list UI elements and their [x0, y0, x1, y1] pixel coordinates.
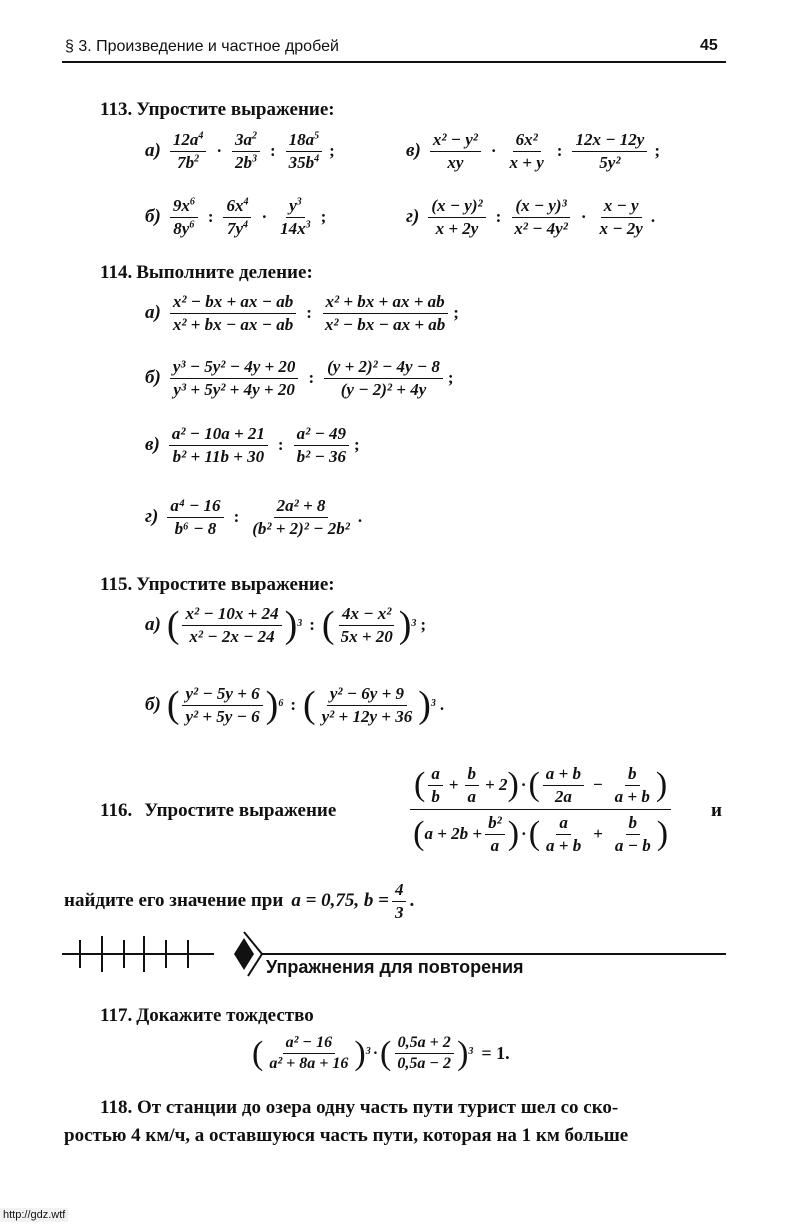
task-115-b: б) ( $\frac{\text{y² − 5y + 6}}{\text{y² + 5y − 6}}$ ) 6 : ( $\frac{\text{y² − 6y + 9}}{\text{y² + 12y + 36}}$ ) 3 . [145, 684, 445, 727]
task-number: 113. [100, 99, 133, 120]
header-rule [62, 61, 726, 63]
task-116-heading: 116. Упростите выражение [100, 800, 337, 821]
task-117-heading: 117. Докажите тождество [100, 1005, 314, 1026]
task-114-g: г) $\frac{\text{a⁴ − 16}}{\text{b⁶ − 8}}$ : $\frac{\text{2a² + 8}}{\text{(b² + 2)² − 2b²}}$ . [145, 496, 363, 538]
task-118-line-2: ростью 4 км/ч, а оставшуюся часть пути, которая на 1 км больше [64, 1125, 629, 1146]
task-114-b: б) $\frac{\text{y³ − 5y² − 4y + 20}}{\text{y³ + 5y² + 4y + 20}}$ : $\frac{\text{(y + 2)² − 4y − 8}}{\text{(y − 2)² + 4y}}$ ; [145, 357, 454, 399]
task-instruction: Упростите выражение: [136, 99, 335, 120]
conjunction: и [711, 800, 722, 821]
task-113-a: а) $\frac{12a^4}{7b^2}$ · $\frac{3a^2}{2b^3}$ : $\frac{18a^5}{35b^4}$ ; [145, 130, 335, 172]
task-113-v: в) $\frac{\text{x² − y²}}{xy}$ · $\frac{\text{6x²}}{x + y}$ : $\frac{12x - 12y}{\text{5y²}}$ ; [406, 130, 660, 172]
page-number: 45 [700, 37, 718, 54]
task-118-line-1: 118. От станции до озера одну часть пути турист шел со ско- [100, 1097, 619, 1118]
task-115-a: а) ( $\frac{\text{x² − 10x + 24}}{\text{x² − 2x − 24}}$ ) 3 : ( $\frac{\text{4x − x²}}{5x + 20}$ ) 3 ; [145, 604, 427, 647]
task-116-condition: найдите его значение при a = 0,75, b = $\frac{4}{3}$ . [64, 880, 415, 922]
review-section-title: Упражнения для повторения [266, 957, 524, 977]
task-114-a: а) $\frac{\text{x² − bx + ax − ab}}{\text{x² + bx − ax − ab}}$ : $\frac{\text{x² + bx + ax + ab}}{\text{x² − bx − ax + ab}}$ ; [145, 292, 459, 334]
task-116-big-fraction: ( $\frac{a}{b}$ + $\frac{b}{a}$ + 2 ) · ( $\frac{a + b}{2a}$ − $\frac{b}{a + b}$ ) ( a + 2b + $\frac{\text{b²}}{a}$ ) · ( $\frac{a}{a + b}$ + $\frac{b}{a - b}$ ) [410, 764, 671, 855]
task-117-identity: ( $\frac{\text{a² − 16}}{\text{a² + 8a + 16}}$ ) 3 · ( $\frac{0,5a + 2}{0,5a - 2}$ ) 3 = 1. [252, 1034, 510, 1073]
task-114-v: в) $\frac{\text{a² − 10a + 21}}{\text{b² + 11b + 30}}$ : $\frac{\text{a² − 49}}{\text{b² − 36}}$ ; [145, 424, 360, 466]
task-115-heading: 115. Упростите выражение: [100, 574, 335, 595]
task-113-b: б) $\frac{9x^6}{8y^6}$ : $\frac{6x^4}{7y^4}$ · $\frac{y^3}{14x^3}$ ; [145, 196, 327, 238]
running-header: § 3. Произведение и частное дробей [65, 38, 339, 55]
task-113-heading [100, 99, 335, 121]
source-watermark: http://gdz.wtf [0, 1208, 68, 1222]
task-113-g: г) $\frac{\text{(x − y)²}}{x + 2y}$ : $\frac{\text{(x − y)³}}{\text{x² − 4y²}}$ · $\frac{x - y}{x - 2y}$ . [406, 196, 656, 238]
task-114-heading: 114. Выполните деление: [100, 262, 313, 283]
